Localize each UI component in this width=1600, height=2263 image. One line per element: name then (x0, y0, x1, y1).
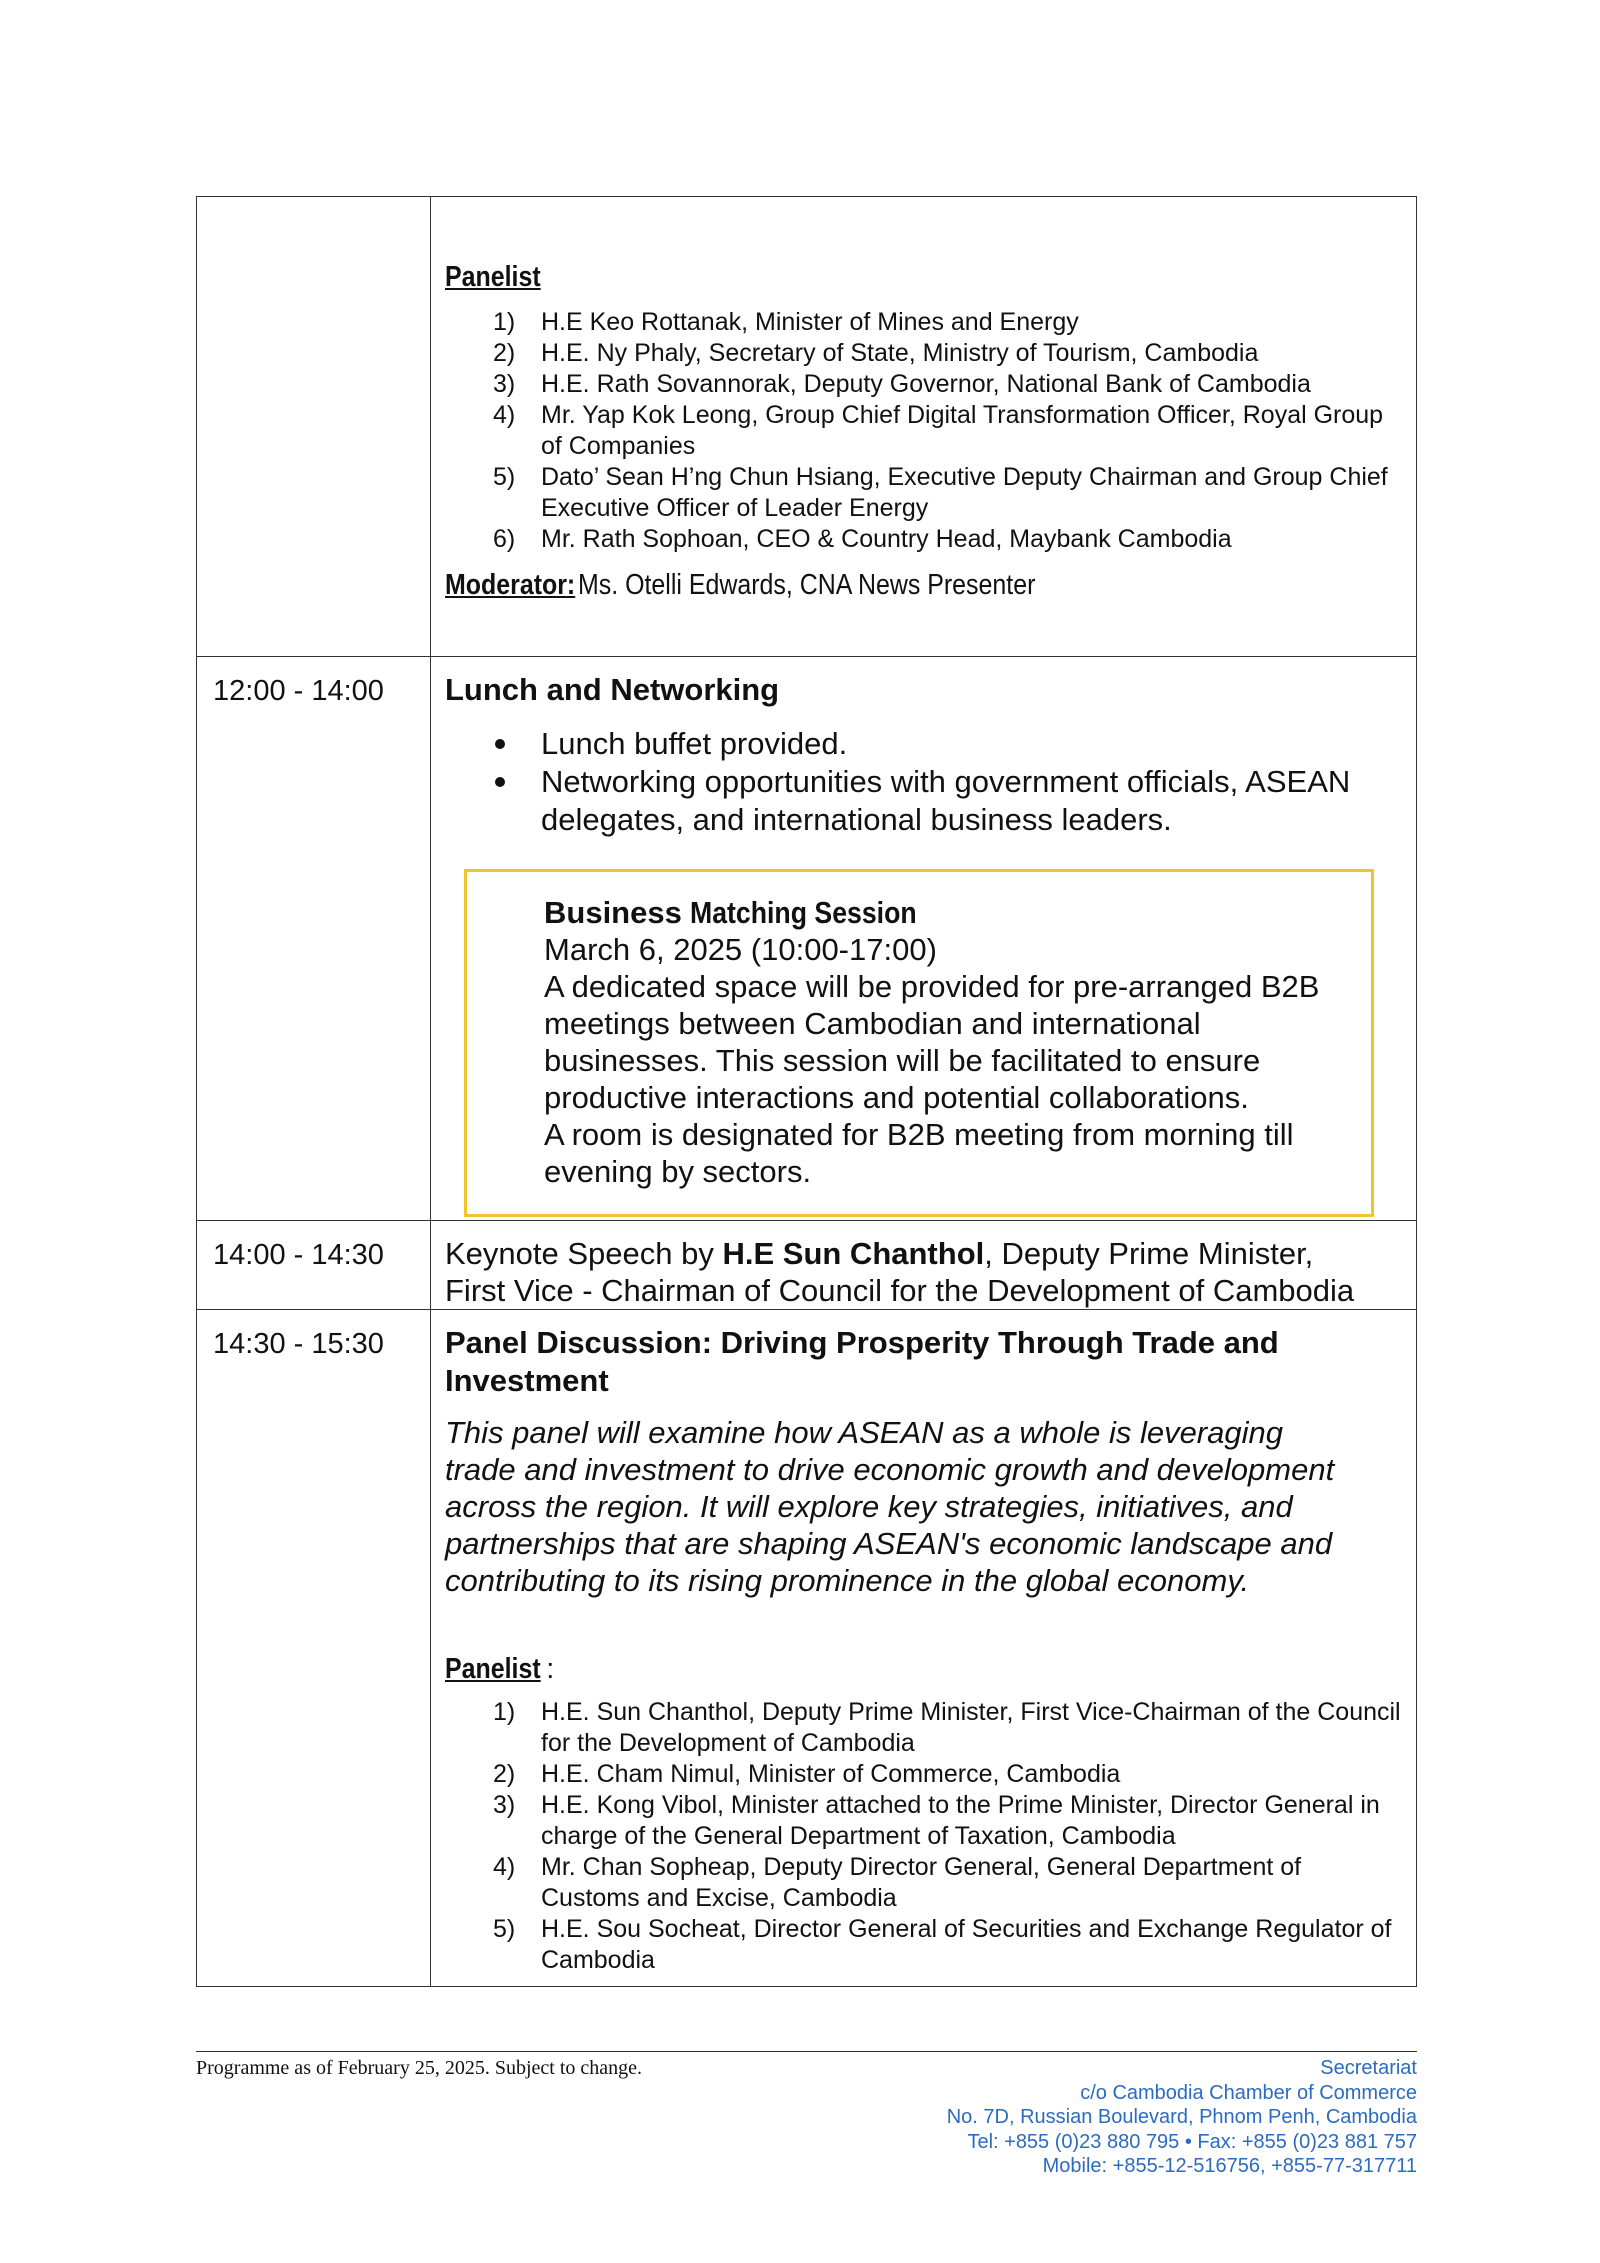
list-item: 4) Mr. Chan Sopheap, Deputy Director General, General Department of Customs and Excise, Cambodia (493, 1853, 1302, 1912)
business-matching-text: A room is designated for B2B meeting from morning till (544, 1117, 1294, 1152)
list-item: 2) H.E. Ny Phaly, Secretary of State, Ministry of Tourism, Cambodia (493, 339, 1259, 367)
content-cell (431, 197, 1417, 657)
footer-note: Programme as of February 25, 2025. Subject to change. (196, 2057, 643, 2079)
list-item: 1) H.E. Sun Chanthol, Deputy Prime Minister, First Vice-Chairman of the Council for the Development of Cambodia (493, 1698, 1401, 1757)
list-item: 5) H.E. Sou Socheat, Director General of Securities and Exchange Regulator of Cambodia (493, 1915, 1392, 1974)
list-item: 3) H.E. Rath Sovannorak, Deputy Governor, National Bank of Cambodia (493, 370, 1311, 398)
time-cell (197, 1310, 431, 1987)
agenda-row-panel-1 (197, 197, 1417, 657)
footer-contact-line: Mobile: +855-12-516756, +855-77-317711 (1042, 2155, 1417, 2177)
time-cell (197, 1221, 431, 1310)
business-matching-date: March 6, 2025 (10:00-17:00) (544, 932, 937, 967)
business-matching-text: productive interactions and potential collaborations. (544, 1080, 1249, 1115)
list-item: 2) H.E. Cham Nimul, Minister of Commerce, Cambodia (493, 1760, 1121, 1788)
business-matching-box (464, 869, 1374, 1217)
moderator-line (445, 569, 1402, 605)
footer-divider (196, 2051, 1417, 2052)
content-cell (431, 1221, 1417, 1310)
business-matching-text: meetings between Cambodian and international (544, 1006, 1201, 1041)
time-cell-empty (197, 197, 431, 657)
business-matching-text: businesses. This session will be facilitated to ensure (544, 1043, 1261, 1078)
bullet-item: Networking opportunities with government officials, ASEAN delegates, and international business leaders. (445, 763, 1402, 839)
bullet-list (445, 725, 1402, 839)
time-label: 14:00 - 14:30 (213, 1239, 384, 1271)
list-item: 4) Mr. Yap Kok Leong, Group Chief Digital Transformation Officer, Royal Group of Companies (493, 401, 1384, 460)
footer-contact-line: Secretariat (1320, 2057, 1417, 2079)
footer-contact-line: c/o Cambodia Chamber of Commerce (1080, 2081, 1417, 2104)
content-cell (431, 657, 1417, 1221)
business-matching-text: A dedicated space will be provided for pre-arranged B2B (544, 969, 1320, 1004)
panelist-colon: : (546, 1653, 555, 1685)
time-cell (197, 657, 431, 1221)
footer-contact-line: Tel: +855 (0)23 880 795 • Fax: +855 (0)23 881 757 (967, 2130, 1417, 2153)
agenda-table (196, 196, 1417, 1987)
session-description: This panel will examine how ASEAN as a whole is leveraging trade and investment to drive economic growth and development across the region. It will explore key strategies, initiatives, and partnerships that are shaping ASEAN's economic landscape and contributing to its rising prominence in the global economy. (445, 1415, 1335, 1598)
keynote-text: Keynote Speech by H.E Sun Chanthol, Deputy Prime Minister, First Vice - Chairman of Council for the Development of Cambodia (445, 1236, 1355, 1308)
agenda-row-keynote (197, 1221, 1417, 1310)
agenda-row-lunch (197, 657, 1417, 1221)
keynote-speaker: H.E Sun Chanthol (722, 1236, 985, 1271)
list-item: 3) H.E. Kong Vibol, Minister attached to the Prime Minister, Director General in charge of the General Department of Taxation, Cambodia (493, 1791, 1380, 1850)
list-item: 6) Mr. Rath Sophoan, CEO & Country Head, Maybank Cambodia (493, 525, 1232, 553)
session-title: Lunch and Networking (445, 672, 780, 707)
moderator-name: Ms. Otelli Edwards, CNA News Presenter (578, 569, 1036, 601)
footer-contact-line: No. 7D, Russian Boulevard, Phnom Penh, Cambodia (946, 2106, 1417, 2128)
list-item: 1) H.E Keo Rottanak, Minister of Mines and Energy (493, 308, 1079, 336)
moderator-label: Moderator: (445, 569, 576, 601)
business-matching-title: Business Matching Session (544, 895, 918, 930)
time-label: 14:30 - 15:30 (213, 1328, 384, 1360)
footer-contact (947, 2056, 1417, 2179)
list-item: 5) Dato’ Sean H’ng Chun Hsiang, Executive Deputy Chairman and Group Chief Executive Officer of Leader Energy (493, 463, 1388, 522)
business-matching-text: evening by sectors. (544, 1154, 812, 1189)
content-cell (431, 1310, 1417, 1987)
time-label: 12:00 - 14:00 (213, 675, 384, 707)
session-title: Panel Discussion: Driving Prosperity Through Trade and Investment (445, 1325, 1279, 1398)
panelist-list (445, 1697, 1402, 1976)
agenda-row-panel-2 (197, 1310, 1417, 1987)
bullet-item: Lunch buffet provided. (445, 725, 1402, 763)
panelist-label: Panelist (445, 1653, 541, 1685)
panelist-list (445, 307, 1402, 555)
panelist-label: Panelist (445, 261, 541, 293)
